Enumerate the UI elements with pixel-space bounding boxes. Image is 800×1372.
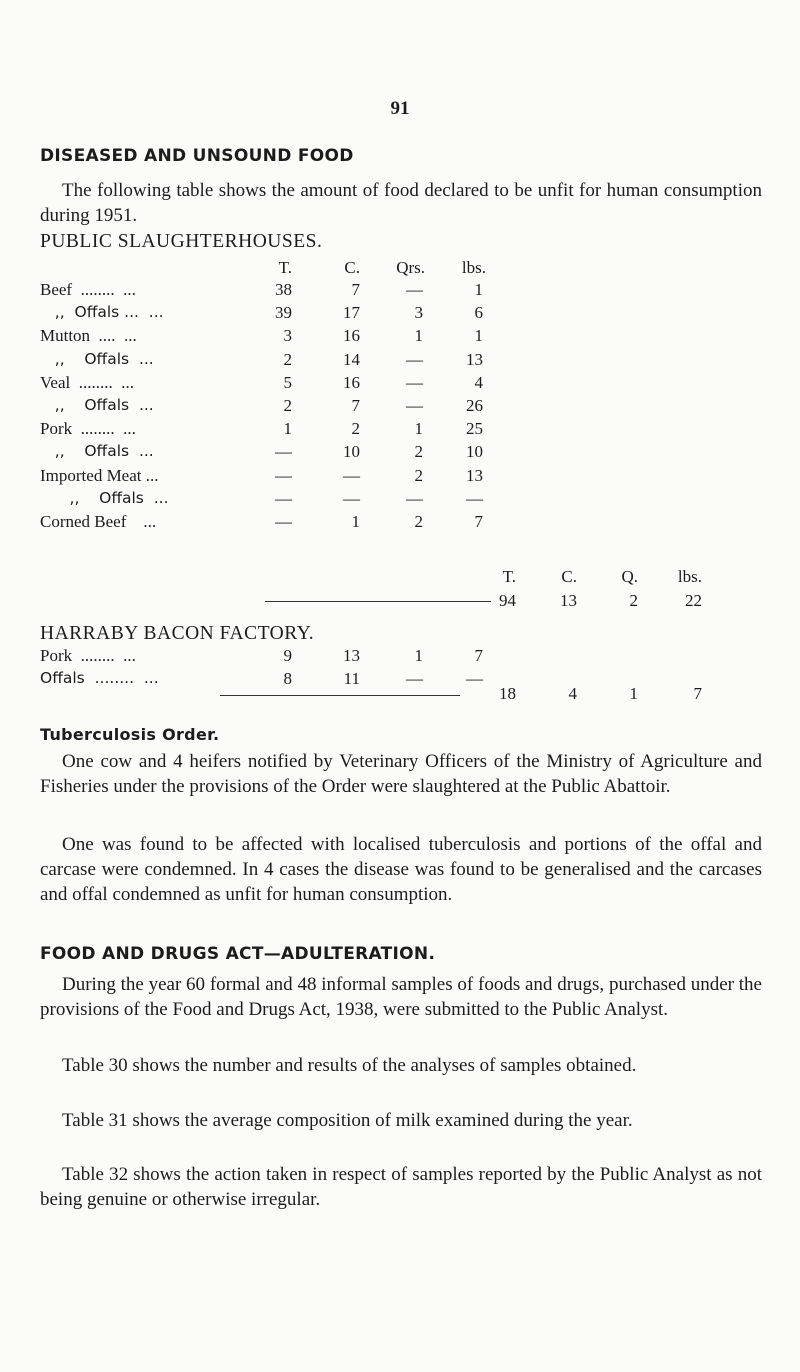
cell-l: 10 xyxy=(466,442,483,462)
food-drugs-paragraph-2: Table 30 shows the number and results of the analyses of samples obtained. xyxy=(62,1055,637,1076)
cell-l: 1 xyxy=(474,280,483,299)
intro-paragraph: The following table shows the amount of food declared to be unfit for human consumption during 1951. xyxy=(40,180,762,226)
table-row xyxy=(40,280,740,304)
bacon-total-c: 4 xyxy=(568,684,577,703)
total-header-q: Q. xyxy=(621,567,638,586)
bacon-heading: HARRABY BACON FACTORY. xyxy=(40,623,315,644)
cell-t: 8 xyxy=(283,669,292,688)
cell-t: — xyxy=(275,465,292,485)
cell-c: 16 xyxy=(343,372,360,392)
table-row xyxy=(40,303,740,327)
total-q: 2 xyxy=(629,591,638,610)
table-row xyxy=(40,442,740,466)
table-row xyxy=(40,350,740,374)
cell-t: 1 xyxy=(283,419,292,439)
cell-t: 2 xyxy=(283,396,292,415)
table-row xyxy=(40,396,740,420)
cell-q: 1 xyxy=(414,419,423,439)
tuberculosis-paragraph-2: One was found to be affected with localised tuberculosis and portions of the offal and carcase were condemned. In 4 cases the disease was found to be generalised and the carcases and offal condemned as unfit for human consumption. xyxy=(40,834,762,905)
cell-q: — xyxy=(406,349,423,369)
cell-q: 1 xyxy=(414,646,423,665)
cell-q: 2 xyxy=(414,512,423,531)
page-number: 91 xyxy=(390,98,410,119)
cell-c: 10 xyxy=(343,442,360,462)
subtotal-rule xyxy=(265,601,491,602)
cell-l: 6 xyxy=(474,303,483,323)
cell-c: 16 xyxy=(343,326,360,346)
bacon-subtotal-rule xyxy=(220,695,460,696)
bacon-total-q: 1 xyxy=(629,684,638,703)
column-header-lbs: lbs. xyxy=(461,258,486,277)
row-label: ,, Offals ... xyxy=(40,442,154,461)
row-label: Pork ........ ... xyxy=(40,419,136,439)
total-header-c: C. xyxy=(561,567,577,586)
cell-l: 4 xyxy=(474,372,483,392)
cell-q: — xyxy=(406,488,423,508)
row-label: Mutton .... ... xyxy=(40,326,137,346)
cell-c: — xyxy=(343,488,360,508)
tuberculosis-heading: Tuberculosis Order. xyxy=(40,725,220,744)
total-t: 94 xyxy=(499,591,516,610)
table-row xyxy=(40,419,740,443)
row-label: ,, Offals ... xyxy=(40,396,154,414)
cell-t: 9 xyxy=(283,646,292,665)
total-c: 13 xyxy=(560,591,577,610)
cell-q: — xyxy=(406,372,423,392)
total-header-t: T. xyxy=(502,567,516,586)
cell-c: 1 xyxy=(351,512,360,531)
food-drugs-paragraph-3: Table 31 shows the average composition of milk examined during the year. xyxy=(62,1110,633,1131)
cell-l: 7 xyxy=(474,646,483,665)
row-label: Pork ........ ... xyxy=(40,646,136,665)
cell-l: 7 xyxy=(474,512,483,531)
row-label: ,, Offals ... ... xyxy=(40,303,164,322)
cell-c: 2 xyxy=(351,419,360,439)
cell-t: 38 xyxy=(275,280,292,299)
cell-l: 13 xyxy=(466,349,483,369)
cell-t: 3 xyxy=(283,326,292,346)
table-row xyxy=(40,326,740,350)
cell-c: 14 xyxy=(343,349,360,369)
table-row xyxy=(40,512,740,536)
cell-l: 25 xyxy=(466,419,483,439)
cell-c: 13 xyxy=(343,646,360,665)
row-label: Imported Meat ... xyxy=(40,465,159,485)
table-row xyxy=(40,489,740,513)
row-label: Veal ........ ... xyxy=(40,372,134,392)
cell-c: 11 xyxy=(343,669,360,688)
total-header-lbs: lbs. xyxy=(677,567,702,586)
tuberculosis-paragraph-1: One cow and 4 heifers notified by Veterinary Officers of the Ministry of Agriculture and Fisheries under the provisions of the Order were slaughtered at the Public Abattoir. xyxy=(40,751,762,797)
bacon-total-lbs: 7 xyxy=(693,684,702,703)
slaughterhouses-heading: PUBLIC SLAUGHTERHOUSES. xyxy=(40,231,323,252)
row-label: Beef ........ ... xyxy=(40,280,136,299)
cell-l: 13 xyxy=(466,465,483,485)
food-drugs-paragraph-1: During the year 60 formal and 48 informal samples of foods and drugs, purchased under the provisions of the Food and Drugs Act, 1938, were submitted to the Public Analyst. xyxy=(40,974,762,1020)
cell-c: 7 xyxy=(351,396,360,415)
cell-l: — xyxy=(466,488,483,508)
page-title: DISEASED AND UNSOUND FOOD xyxy=(40,146,354,166)
cell-t: 5 xyxy=(283,372,292,392)
food-drugs-heading: FOOD AND DRUGS ACT—ADULTERATION. xyxy=(40,944,436,964)
cell-t: 39 xyxy=(275,303,292,323)
row-label: Offals ........ ... xyxy=(40,669,159,687)
cell-q: — xyxy=(406,396,423,415)
cell-c: — xyxy=(343,465,360,485)
cell-q: 2 xyxy=(414,465,423,485)
cell-q: 1 xyxy=(414,326,423,346)
cell-q: 3 xyxy=(414,303,423,323)
table-row xyxy=(40,466,740,490)
row-label: ,, Offals ... xyxy=(40,349,154,368)
row-label: ,, Offals ... xyxy=(40,488,169,507)
cell-t: — xyxy=(275,442,292,462)
cell-l: 26 xyxy=(466,396,483,415)
cell-q: — xyxy=(406,669,423,688)
cell-q: 2 xyxy=(414,442,423,462)
cell-l: — xyxy=(466,669,483,688)
cell-t: — xyxy=(275,488,292,508)
cell-c: 7 xyxy=(351,280,360,299)
table-row xyxy=(40,373,740,397)
table-row xyxy=(40,646,740,670)
total-lbs: 22 xyxy=(685,591,702,610)
column-header-qrs: Qrs. xyxy=(396,258,425,277)
food-drugs-paragraph-4: Table 32 shows the action taken in respect of samples reported by the Public Analyst as not being genuine or otherwise irregular. xyxy=(40,1164,762,1210)
cell-l: 1 xyxy=(474,326,483,346)
row-label: Corned Beef ... xyxy=(40,512,157,531)
column-header-t: T. xyxy=(278,258,292,277)
cell-c: 17 xyxy=(343,303,360,323)
cell-q: — xyxy=(406,280,423,299)
bacon-total-t: 18 xyxy=(499,684,516,703)
cell-t: — xyxy=(275,512,292,531)
cell-t: 2 xyxy=(283,349,292,369)
column-header-c: C. xyxy=(344,258,360,277)
